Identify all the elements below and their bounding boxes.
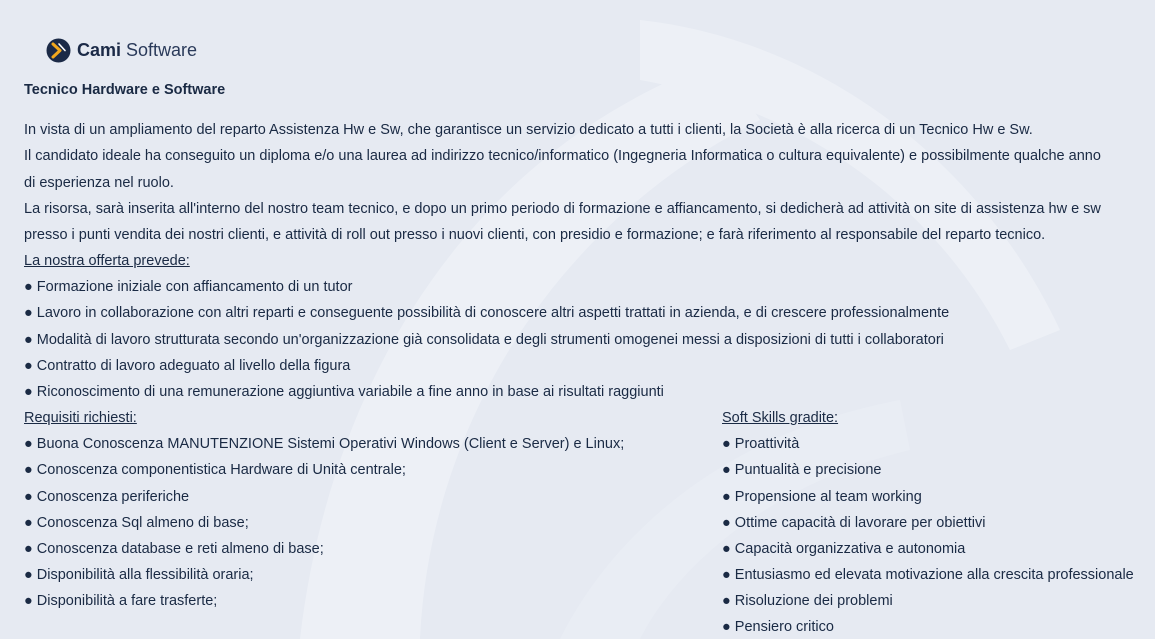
soft-skill-item: ● Entusiasmo ed elevata motivazione alla crescita professionale [722, 567, 1134, 583]
logo-brand: Cami [77, 40, 122, 60]
offer-item: ● Formazione iniziale con affiancamento di un tutor [24, 279, 353, 295]
offer-item: ● Modalità di lavoro strutturata secondo un'organizzazione già consolidata e degli strumenti omogenei messi a disposizioni di tutti i collaboratori [24, 332, 944, 348]
cami-logo-icon [46, 38, 71, 63]
offer-item: ● Riconoscimento di una remunerazione aggiuntiva variabile a fine anno in base ai risultati raggiunti [24, 384, 664, 400]
soft-skills-heading: Soft Skills gradite: [722, 410, 839, 426]
intro-line: di esperienza nel ruolo. [24, 175, 174, 191]
offer-heading: La nostra offerta prevede: [24, 253, 190, 269]
requirement-item: ● Buona Conoscenza MANUTENZIONE Sistemi Operativi Windows (Client e Server) e Linux; [24, 436, 625, 452]
soft-skill-item: ● Pensiero critico [722, 619, 834, 635]
soft-skill-item: ● Propensione al team working [722, 489, 922, 505]
requirement-item: ● Conoscenza periferiche [24, 489, 190, 505]
intro-line: Il candidato ideale ha conseguito un diploma e/o una laurea ad indirizzo tecnico/informatico (Ingegneria Informatica o cultura equivalente) e possibilmente qualche anno [24, 148, 1101, 164]
soft-skill-item: ● Capacità organizzativa e autonomia [722, 541, 966, 557]
intro-line: In vista di un ampliamento del reparto Assistenza Hw e Sw, che garantisce un servizio dedicato a tutti i clienti, la Società è alla ricerca di un Tecnico Hw e Sw. [24, 122, 1033, 138]
logo-product: Software [126, 40, 198, 60]
soft-skill-item: ● Risoluzione dei problemi [722, 593, 893, 609]
soft-skill-item: ● Puntualità e precisione [722, 462, 882, 478]
requirement-item: ● Conoscenza database e reti almeno di base; [24, 541, 324, 557]
intro-line: presso i punti vendita dei nostri clienti, e attività di roll out presso i nuovi clienti, con presidio e formazione; e farà riferimento al responsabile del reparto tecnico. [24, 227, 1046, 243]
soft-skill-item: ● Ottime capacità di lavorare per obiettivi [722, 515, 986, 531]
company-logo[interactable] [46, 37, 197, 63]
intro-line: La risorsa, sarà inserita all'interno del nostro team tecnico, e dopo un primo periodo di formazione e affiancamento, si dedicherà ad attività on site di assistenza hw e sw [24, 201, 1101, 217]
job-title: Tecnico Hardware e Software [24, 82, 226, 98]
requirement-item: ● Conoscenza Sql almeno di base; [24, 515, 249, 531]
soft-skill-item: ● Proattività [722, 436, 800, 452]
requirement-item: ● Conoscenza componentistica Hardware di Unità centrale; [24, 462, 406, 478]
requirement-item: ● Disponibilità alla flessibilità oraria; [24, 567, 254, 583]
offer-item: ● Contratto di lavoro adeguato al livello della figura [24, 358, 351, 374]
offer-item: ● Lavoro in collaborazione con altri reparti e conseguente possibilità di conoscere altri aspetti trattati in azienda, e di crescere professionalmente [24, 305, 950, 321]
logo-wordmark [77, 37, 197, 63]
requirements-heading: Requisiti richiesti: [24, 410, 137, 426]
requirement-item: ● Disponibilità a fare trasferte; [24, 593, 218, 609]
